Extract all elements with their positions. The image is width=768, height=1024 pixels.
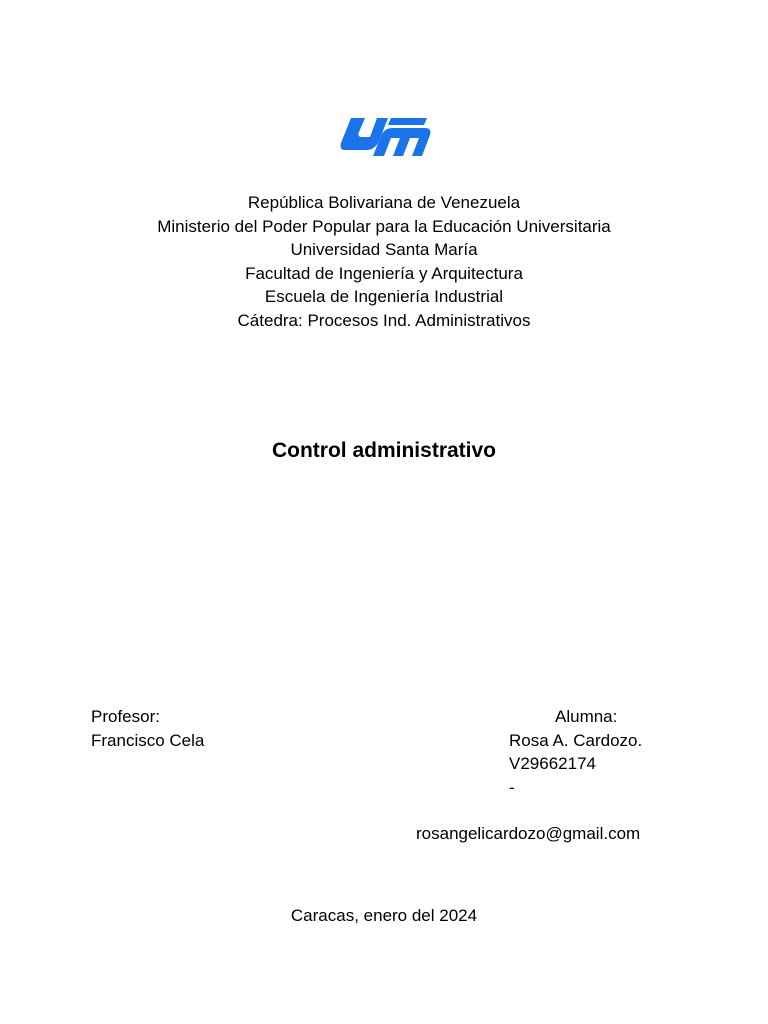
university-logo (339, 117, 433, 157)
header-line-faculty: Facultad de Ingeniería y Arquitectura (245, 263, 523, 283)
student-dash: - (509, 778, 515, 797)
header-line-course: Cátedra: Procesos Ind. Administrativos (237, 310, 531, 330)
header-line-school: Escuela de Ingeniería Industrial (264, 287, 504, 307)
student-name: Rosa A. Cardozo. (509, 731, 643, 750)
professor-name: Francisco Cela (91, 731, 205, 750)
institution-header (0, 191, 768, 333)
professor-label: Profesor: (91, 707, 160, 726)
place-and-date: Caracas, enero del 2024 (290, 906, 478, 925)
student-id: V29662174 (509, 754, 596, 773)
document-title: Control administrativo (271, 439, 497, 462)
header-line-university: Universidad Santa María (290, 240, 478, 260)
student-email: rosangelicardozo@gmail.com (416, 824, 641, 843)
student-label: Alumna: (555, 707, 618, 726)
header-line-country: República Bolivariana de Venezuela (247, 193, 521, 212)
header-line-ministry: Ministerio del Poder Popular para la Educación Universitaria (157, 216, 611, 236)
